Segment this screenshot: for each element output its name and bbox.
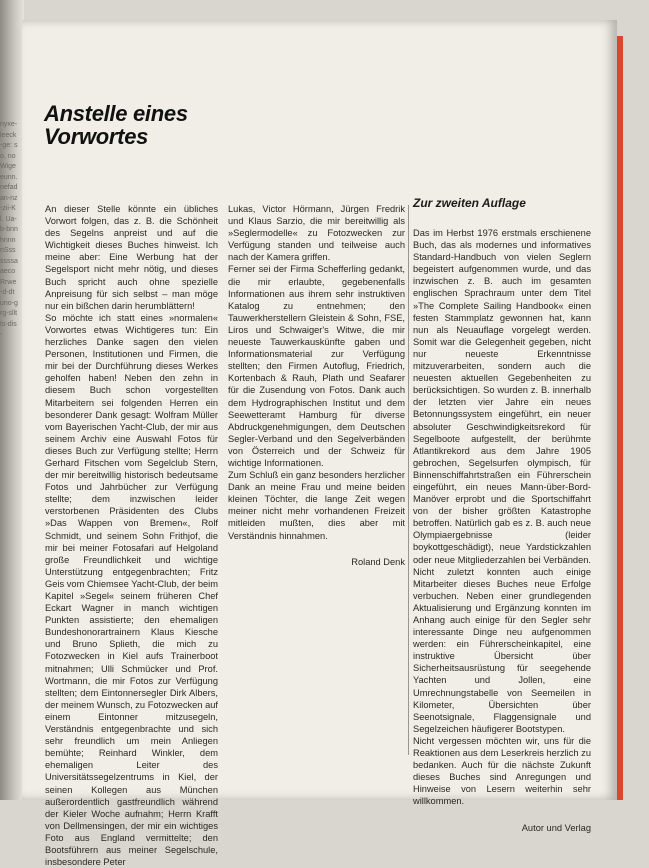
column-middle — [228, 203, 405, 568]
title-line-1: Anstelle eines — [44, 101, 188, 126]
paragraph: Ferner sei der Firma Schefferling gedankt, die mir erlaubte, gegebenenfalls Informationen aus ihrem sehr instruktiven Katalog zu entnehmen; den Tauwerkherstellern Gleistein & Sohn, FSE, Liros und Schwaiger's Witwe, die mir neueste Tauwerkauskünfte gaben und Informationsmaterial zur Verfügung stellten; den Firmen Autoflug, Friedrich, Kortenbach & Rauh, Plath und Seafarer für die Zusendung von Fotos. Dank auch dem Hydrographischen Institut und dem Seewetteramt Hamburg für diverse Abdruckgenehmigungen, dem Deutschen Segler-Verband und den Segelverbänden von Österreich und der Schweiz für wichtige Informationen. — [228, 264, 405, 468]
column-right — [413, 227, 591, 834]
paragraph: An dieser Stelle könnte ein übliches Vorwort folgen, das z. B. die Schönheit des Segelns anpreist und auf die Wichtigkeit dieses Buches hinweist. Ich meine aber: Eine Werbung hat der Segelsport nicht mehr nötig, und dieses Buch spricht auch ohne spezielle Anpreisung für sich selbst – man möge nur ein bißchen darin herumblättern! — [45, 204, 218, 311]
paragraph: Lukas, Victor Hörmann, Jürgen Fredrik und Klaus Sarzio, die mir bereitwillig als »Seglermodelle« zu Fotozwecken zur Verfügung standen und teilweise auch nach der Kamera griffen. — [228, 204, 405, 263]
column-left — [45, 203, 218, 868]
page-title — [44, 102, 188, 148]
paragraph: Zum Schluß ein ganz besonders herzlicher Dank an meine Frau und meine beiden kleinen Töchter, die lange Zeit wegen meiner nicht mehr vorhandenen Freizeit mitleiden mußten, dies aber mit Verständnis hinnahmen. — [228, 470, 405, 541]
signature-author-publisher: Autor und Verlag — [521, 822, 591, 833]
previous-page-edge-text: nyxe-leeck-ge: so, noWigeeunn. nefadan-nz-zii-Kl. Ua-b-bnnhnnnnSssssssaaecoRrwe-d-dtuno-grg-slltts-dis- — [0, 121, 18, 338]
column-divider — [408, 205, 409, 755]
title-line-2: Vorwortes — [44, 124, 149, 149]
paragraph: Das im Herbst 1976 erstmals erschienene Buch, das als modernes und informatives Standard-Handbuch von vielen Seglern begeistert aufgenommen wurde, und das inzwischen z. B. auch im gesamten englischen Sprachraum unter dem Titel »The Complete Sailing Handbook« einen festen Stammplatz gewonnen hat, kann nun als Neuauflage vorgelegt werden. Somit war die Gelegenheit gegeben, nicht nur neueste Erkenntnisse mitzuverarbeiten, sondern auch die neuesten aktuellen Gegebenheiten zu berücksichtigen. So wurden z. B. innerhalb der letzten vier Jahre ein neues Betonnungssystem eingeführt, ein neuer absoluter Geschwindigkeitsrekord für Segelboote aufgestellt, der berühmte Atlantikrekord aus dem Jahre 1905 gebrochen, Segelsurfen olympisch, für Binnenschiffahrtstraßen ein Führerschein eingeführt, ein neues Mann-über-Bord-Manöver erprobt und die Sportschiffahrt von der bisher größten Katastrophe betroffen. Natürlich gab es z. B. auch neue Olympiaergebnisse (leider boykottgeschädigt), neue Yardstickzahlen oder neue Mitgliederzahlen bei Verbänden. Nicht zuletzt konnten auch einige Mitarbeiter dieses Buches neue Erfolge verbuchen. Neben einer grundlegenden Aktualisierung und Ergänzung konnten im Anhang auch einige für den Segler sehr interessante Dinge neu aufgenommen werden: ein Führerscheinkapitel, eine instruktive Übersicht über Sicherheitsausrüstung für seegehende Yachten und Jollen, eine Umrechnungstabelle von Seemeilen in Kilometer, Übersichten über Seenotsignale, Flaggensignale und Segelzeichen häufigerer Bootstypen. — [413, 228, 591, 734]
signature-roland-denk: Roland Denk — [351, 556, 405, 567]
page-edge-strip — [617, 36, 623, 800]
section-heading-second-edition: Zur zweiten Auflage — [413, 196, 526, 210]
paragraph: So möchte ich statt eines »normalen« Vorwortes etwas Wichtigeres tun: Ein herzliches Danke sagen den vielen Personen, Institutionen und Firmen, die mir bei der Durchführung dieses Werkes geholfen haben! Neben den zehn in diesem Buch schon vorgestellten Mitarbeitern sei folgenden Herren ein besonderer Dank gesagt: Wolfram Müller vom Bayerischen Yacht-Club, der mir aus seinem Archiv eine Auswahl Fotos für dieses Buch zur Verfügung stellte; Herrn Gerhard Fitschen vom Segelclub Stern, der mir bereitwillig historisch bedeutsame Fotos und Jahrbücher zur Verfügung stellte; dem inzwischen leider verstorbenen Präsidenten des Clubs »Das Wappen von Bremen«, Rolf Schmidt, und seinem Sohn Frithjof, die mir bei meiner Fotosafari auf Helgoland große Freundlichkeit und wichtige Unterstützung entgegenbrachten; Fritz Geis vom Chiemsee Yacht-Club, der beim Kapitel »Segel« seinem früheren Chef Eckart Wagner in manch wichtigen Punkten assistierte; den ehemaligen Bundeshonorartrainern Klaus Kiesche und Bruno Splieth, die mich zu Fotozwecken in Kiel aufs Trainerboot mitnahmen; Ulli Schmücker und Prof. Wortmann, die mir Fotos zur Verfügung stellten; dem Eintonnersegler Dirk Albers, der meinem Wunsch, zu Fotozwecken auf einem Eintonner mitzusegeln, Verständnis entgegenbrachte und sich sehr freundlich um mein Anliegen bemühte; Reinhard Winkler, dem ehemaligen Leiter des Universitätssegelzentrums in Kiel, der seinen Kollegen aus München außerordentlich gastfreundlich während der Kieler Woche aufnahm; Herrn Krafft von Dellmensingen, der mir ein wichtiges Foto aus England vermittelte; den Bootsführern aus meiner Segelschule, insbesondere Peter — [45, 312, 218, 868]
paragraph: Nicht vergessen möchten wir, uns für die Reaktionen aus dem Leserkreis herzlich zu bedanken. Auch für die nächste Zukunft dieses Buches sind Anregungen und Hinweise von Lesern weiterhin sehr willkommen. — [413, 735, 591, 807]
